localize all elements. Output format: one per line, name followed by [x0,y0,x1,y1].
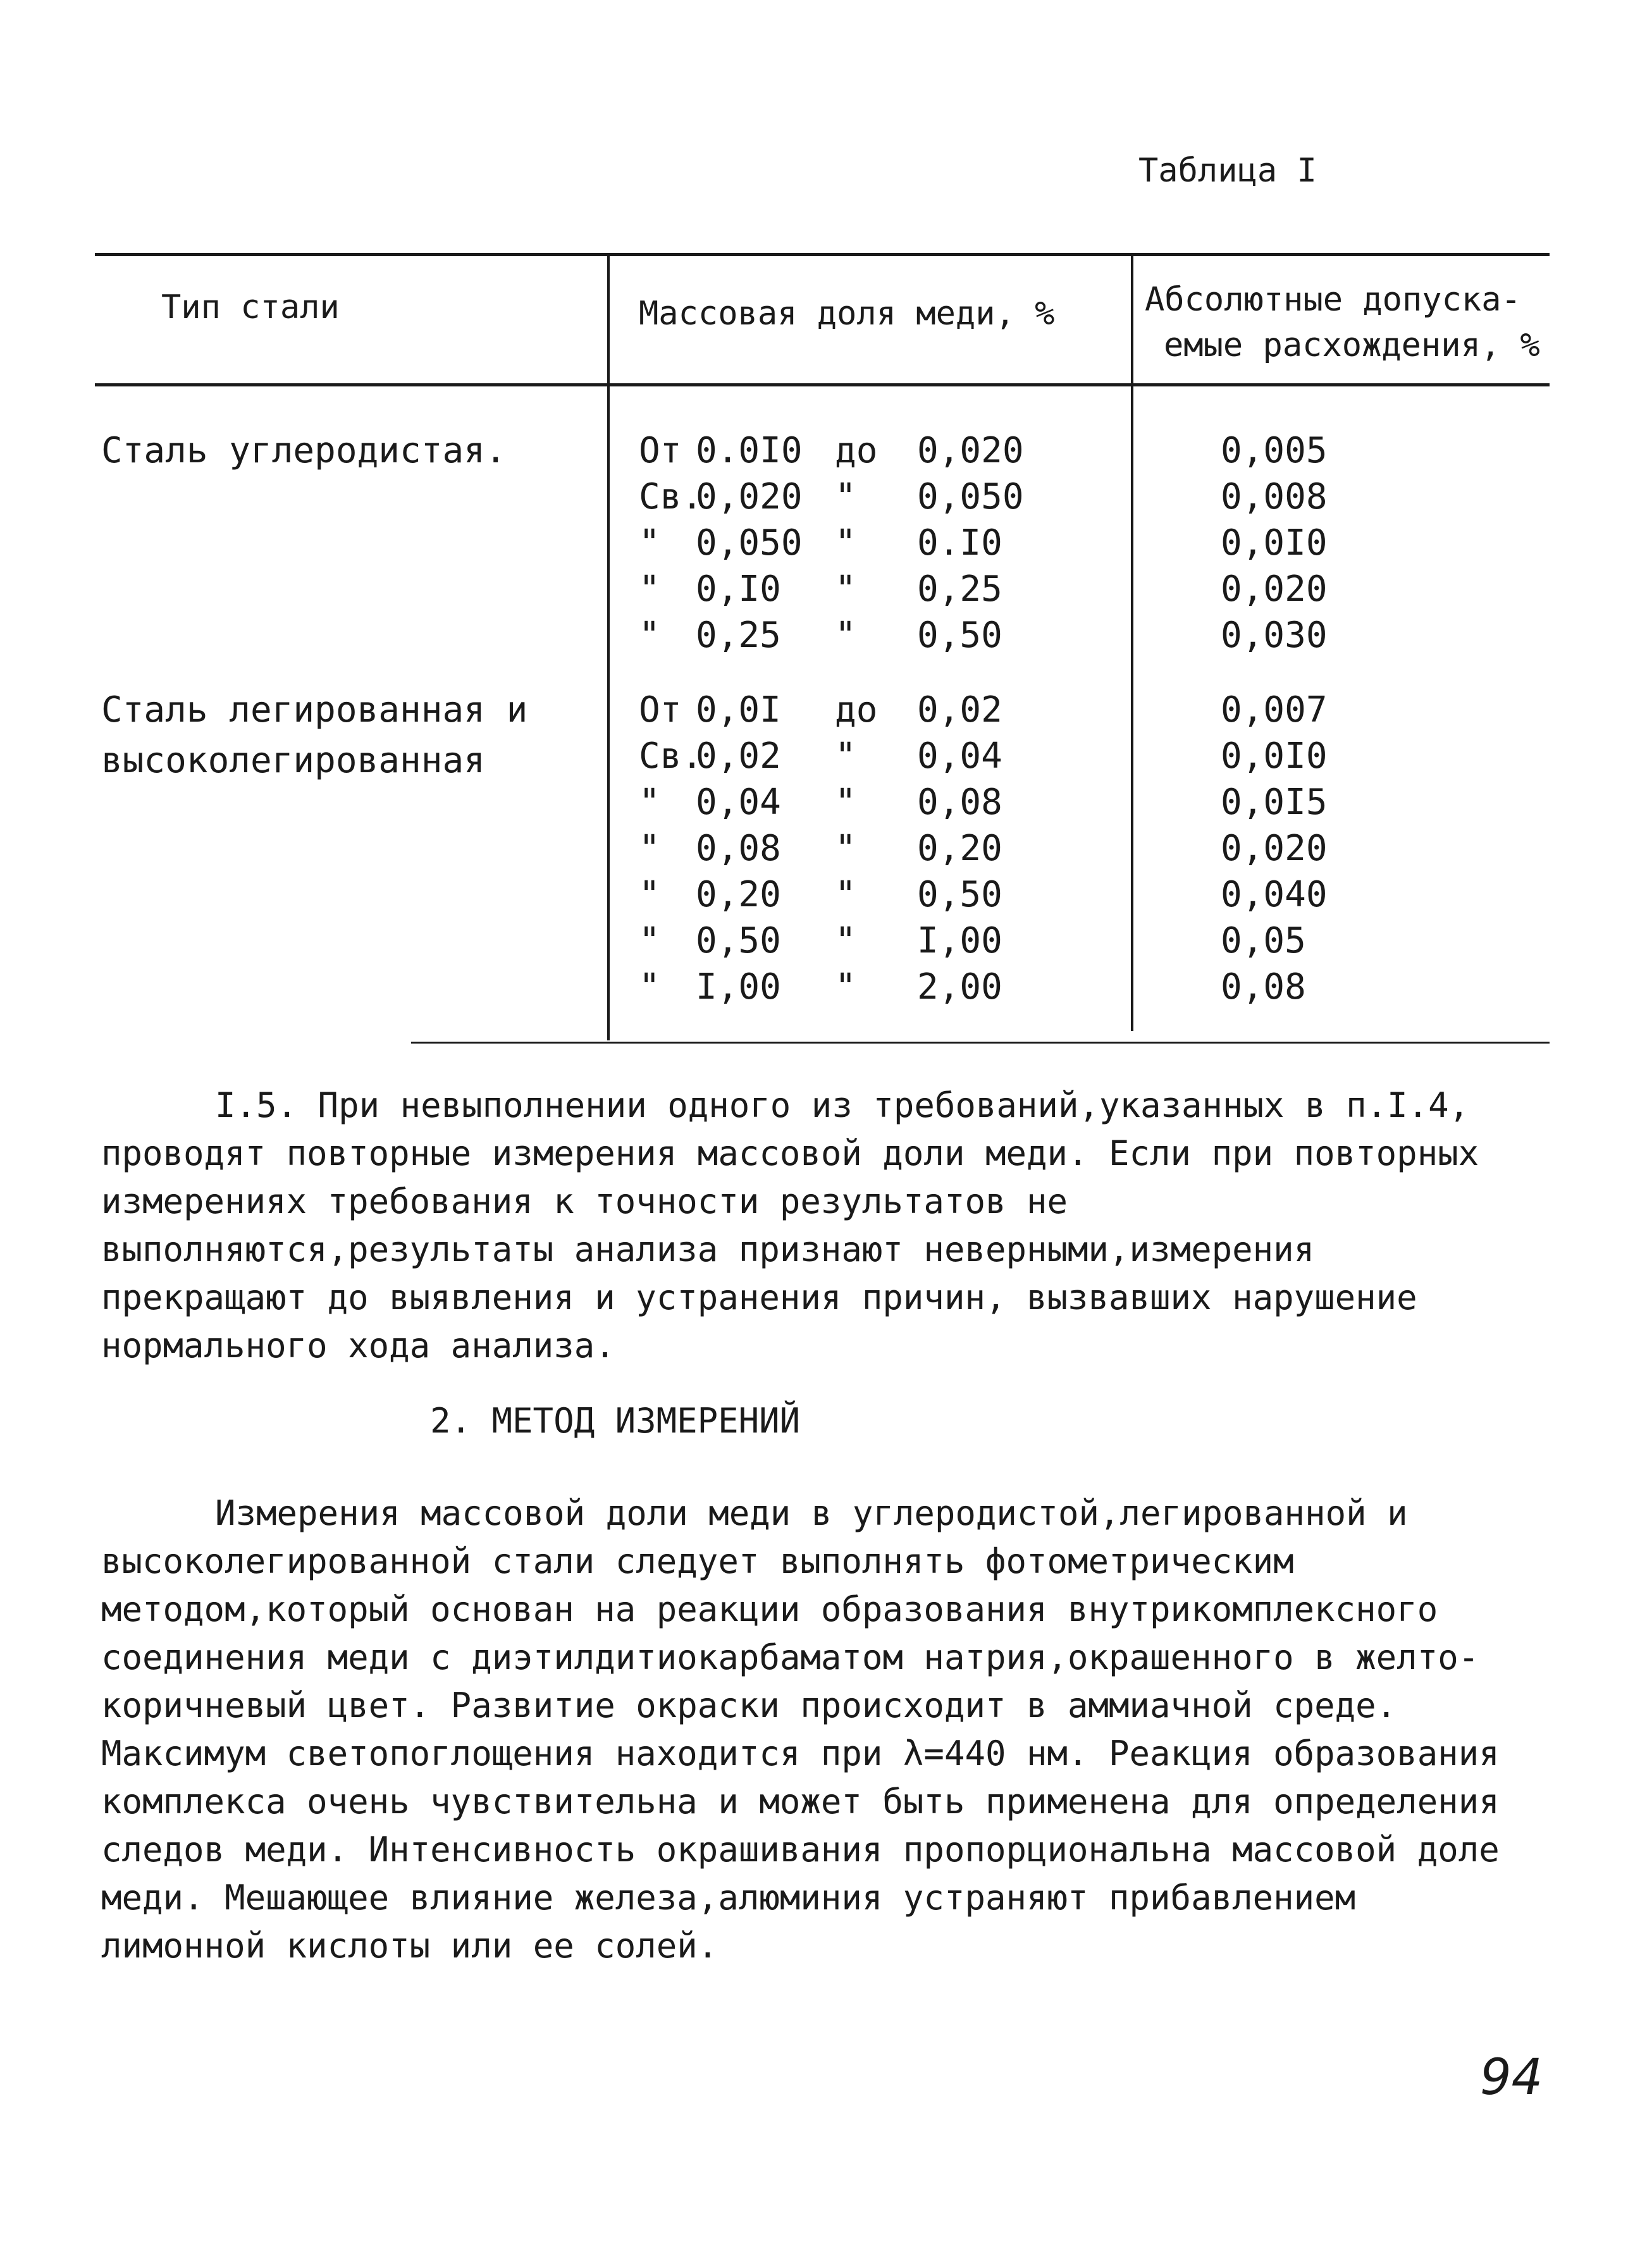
range-to: 0,02 [917,689,1002,730]
range-to: 0,20 [917,828,1002,869]
range-to: 0,04 [917,736,1002,777]
range-from: 0,050 [696,522,803,564]
tolerance-value: 0,020 [1221,828,1328,869]
range-to: 0,08 [917,782,1002,823]
table-column-divider-2 [1131,253,1133,1031]
tolerance-value: 0,020 [1221,569,1328,610]
tolerance-value: 0,007 [1221,689,1328,730]
range-to: 0,020 [917,430,1024,471]
page-number: 94 [1480,2049,1543,2106]
tolerance-value: 0,040 [1221,874,1328,915]
range-from: 0,02 [696,736,781,777]
range-to-word: " [835,615,856,656]
range-prefix: " [639,522,660,564]
range-prefix: От [639,430,682,471]
range-to-word: до [835,689,878,730]
table-column-divider-1 [607,253,610,1040]
range-prefix: " [639,615,660,656]
range-prefix: От [639,689,682,730]
range-from: 0,50 [696,920,781,961]
paragraph-method [101,1489,1537,1970]
range-to: 2,00 [917,966,1002,1008]
tolerance-value: 0,05 [1221,920,1306,961]
range-to: 0.I0 [917,522,1002,564]
header-steel-type: Тип стали [161,288,340,326]
range-to-word: до [835,430,878,471]
range-from: 0,0I [696,689,781,730]
steel-type-name: высоколегированная [101,740,485,781]
range-to-word: " [835,522,856,564]
tolerance-value: 0,0I5 [1221,782,1328,823]
range-to-word: " [835,920,856,961]
range-to: 0,050 [917,476,1024,517]
steel-type-name: Сталь легированная и [101,689,528,730]
range-to-word: " [835,736,856,777]
range-from: 0,25 [696,615,781,656]
range-from: 0,020 [696,476,803,517]
steel-type-name: Сталь углеродистая. [101,430,507,471]
header-mass-fraction: Массовая доля меди, % [639,295,1055,333]
range-prefix: Св. [639,736,703,777]
tolerance-value: 0,030 [1221,615,1328,656]
range-from: 0,08 [696,828,781,869]
range-to-word: " [835,476,856,517]
range-from: 0,20 [696,874,781,915]
header-tolerance [1145,277,1540,368]
paragraph-1-5-text: I.5. При невыполнении одного из требований,указанных в п.I.4, проводят повторные измерения массовой доли меди. Если при повторных измерениях требования к точности результатов не выполняются,результаты анализа признают неверными,измерения прекращают до выявления и устранения причин, вызвавших нарушение нормального хода анализа. [101,1085,1479,1365]
table-header-rule [95,383,1550,386]
range-to-word: " [835,569,856,610]
table-caption: Таблица I [1138,152,1317,190]
range-from: 0,04 [696,782,781,823]
tolerance-value: 0,0I0 [1221,522,1328,564]
tolerance-value: 0,08 [1221,966,1306,1008]
header-tolerance-line2: емые расхождения, % [1164,326,1540,364]
range-to-word: " [835,966,856,1008]
range-prefix: " [639,874,660,915]
range-prefix: " [639,782,660,823]
range-prefix: " [639,828,660,869]
tolerance-value: 0,005 [1221,430,1328,471]
range-to: 0,50 [917,874,1002,915]
paragraph-method-text: Измерения массовой доли меди в углеродистой,легированной и высоколегированной стали следует выполнять фотометрическим методом,который основан на реакции образования внутрикомплексного соединения меди с диэтилдитиокарбаматом натрия,окрашенного в желто-коричневый цвет. Развитие окраски происходит в аммиачной среде. Максимум светопоглощения находится при λ=440 нм. Реакция образования комплекса очень чувствительна и может быть применена для определения следов меди. Интенсивность окрашивания пропорциональна массовой доле меди. Мешающее влияние железа,алюминия устраняют прибавлением лимонной кислоты или ее солей. [101,1493,1500,1966]
table-top-rule [95,253,1550,256]
range-to-word: " [835,782,856,823]
range-to: I,00 [917,920,1002,961]
paragraph-1-5 [101,1082,1537,1370]
range-to: 0,50 [917,615,1002,656]
range-from: I,00 [696,966,781,1008]
range-to-word: " [835,874,856,915]
range-prefix: " [639,966,660,1008]
range-prefix: " [639,920,660,961]
table-bottom-rule [411,1042,1550,1044]
range-prefix: " [639,569,660,610]
tolerance-value: 0,0I0 [1221,736,1328,777]
range-prefix: Св. [639,476,703,517]
range-to-word: " [835,828,856,869]
range-to: 0,25 [917,569,1002,610]
header-tolerance-line1: Абсолютные допуска- [1145,281,1521,319]
section-title: 2. МЕТОД ИЗМЕРЕНИЙ [430,1401,801,1441]
range-from: 0.0I0 [696,430,803,471]
tolerance-value: 0,008 [1221,476,1328,517]
range-from: 0,I0 [696,569,781,610]
